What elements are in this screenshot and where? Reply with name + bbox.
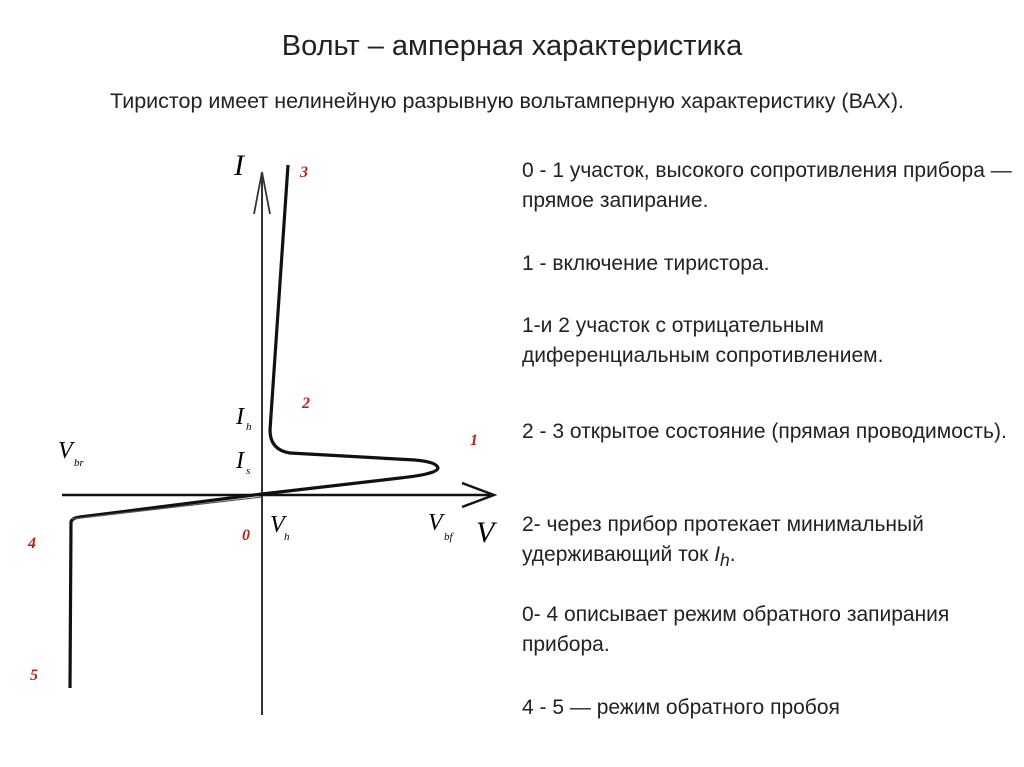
- iv-curve: [70, 165, 438, 688]
- vh-subscript: h: [284, 531, 290, 543]
- is-label: I: [236, 448, 244, 474]
- slide-title: Вольт – амперная характеристика: [281, 30, 743, 62]
- desc-holding-current: [522, 510, 1012, 575]
- desc-holding-current-text: 2- через прибор протекает минимальный удерживающий ток: [522, 513, 924, 566]
- desc-region-0-1: 0 - 1 участок, высокого сопротивления прибора — прямое запирание.: [522, 159, 1012, 212]
- point-4-label: 4: [28, 535, 36, 552]
- point-1-label: 1: [470, 432, 478, 449]
- intro-text: Тиристор имеет нелинейную разрывную вольтамперную характеристику (ВАХ).: [110, 89, 905, 113]
- desc-negative-resistance: 1-и 2 участок с отрицательным диференциальным сопротивлением.: [522, 314, 884, 367]
- point-0-label: 0: [242, 527, 250, 544]
- point-3-label: 3: [300, 164, 308, 181]
- vbr-subscript: br: [74, 457, 84, 469]
- vax-diagram: [0, 140, 510, 740]
- holding-current-subscript: h: [720, 550, 730, 571]
- axis-i-label: I: [234, 149, 244, 182]
- desc-reverse-breakdown: 4 - 5 — режим обратного пробоя: [522, 696, 840, 719]
- reverse-segment-shadow: [72, 497, 262, 519]
- vbr-label: V: [58, 438, 73, 464]
- desc-holding-current-end: .: [729, 543, 736, 566]
- desc-switch-on: 1 - включение тиристора.: [522, 252, 770, 275]
- vh-label: V: [270, 512, 285, 538]
- point-2-label: 2: [302, 395, 310, 412]
- is-subscript: s: [246, 465, 251, 477]
- vbf-subscript: bf: [444, 531, 453, 543]
- desc-on-state: 2 - 3 открытое состояние (прямая проводимость).: [522, 420, 1007, 443]
- axis-v-label: V: [476, 516, 495, 549]
- desc-reverse-blocking: 0- 4 описывает режим обратного запирания прибора.: [522, 603, 950, 656]
- ih-subscript: h: [246, 421, 252, 433]
- ih-label: I: [236, 404, 244, 430]
- holding-current-symbol: I: [714, 543, 721, 566]
- vbf-label: V: [428, 510, 443, 536]
- point-5-label: 5: [30, 667, 38, 684]
